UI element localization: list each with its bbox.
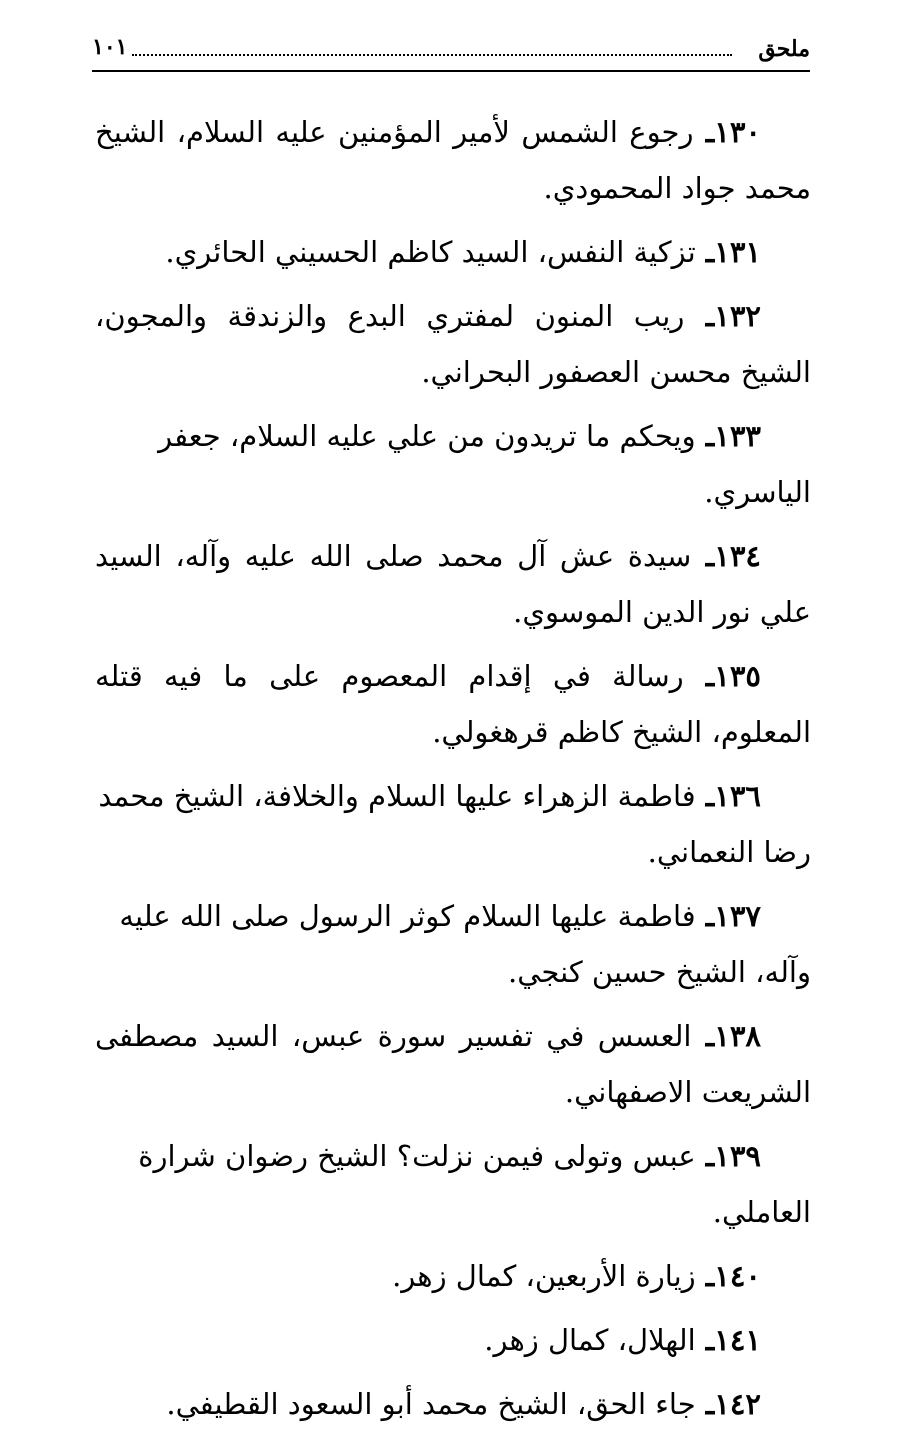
entry-number: ١٣٦	[714, 779, 761, 813]
entry-text: زيارة الأربعين، كمال زهر.	[392, 1259, 696, 1293]
list-item: ١٣٥ـ رسالة في إقدام المعصوم على ما فيه قتله المعلوم، الشيخ كاظم قرهغولي.	[95, 659, 811, 749]
header-dot-leader	[132, 54, 732, 56]
entry-number: ١٤٠	[714, 1259, 761, 1293]
entry-number: ١٣٩	[714, 1139, 761, 1173]
entry-number: ١٣٥	[714, 659, 762, 693]
list-item: ١٣٢ـ ريب المنون لمفتري البدع والزندقة والمجون، الشيخ محسن العصفور البحراني.	[95, 299, 811, 389]
entry-text: فاطمة عليها السلام كوثر الرسول صلى الله عليه وآله، الشيخ حسين كنجي.	[119, 899, 811, 989]
entry-list	[95, 104, 811, 1440]
entry-text: ريب المنون لمفتري البدع والزندقة والمجون، الشيخ محسن العصفور البحراني.	[95, 299, 811, 389]
running-header	[92, 30, 810, 70]
list-item: ١٣٩ـ عبس وتولى فيمن نزلت؟ الشيخ رضوان شرارة العاملي.	[138, 1139, 811, 1229]
entry-text: عبس وتولى فيمن نزلت؟ الشيخ رضوان شرارة العاملي.	[138, 1139, 811, 1229]
entry-text: سيدة عش آل محمد صلى الله عليه وآله، السيد علي نور الدين الموسوي.	[95, 539, 811, 629]
header-rule	[92, 70, 810, 72]
entry-number: ١٣٨	[714, 1019, 761, 1053]
entry-text: العسس في تفسير سورة عبس، السيد مصطفى الشريعت الاصفهاني.	[95, 1019, 811, 1109]
entry-text: جاء الحق، الشيخ محمد أبو السعود القطيفي.	[166, 1387, 696, 1421]
list-item: ١٣١ـ تزكية النفس، السيد كاظم الحسيني الحائري.	[165, 235, 761, 269]
entry-text: فاطمة الزهراء عليها السلام والخلافة، الشيخ محمد رضا النعماني.	[98, 779, 811, 869]
list-item: ١٣٤ـ سيدة عش آل محمد صلى الله عليه وآله، السيد علي نور الدين الموسوي.	[95, 539, 811, 629]
header-title: ملحق	[758, 36, 810, 62]
page-number: ١٠١	[92, 34, 128, 60]
entry-text: رجوع الشمس لأمير المؤمنين عليه السلام، الشيخ محمد جواد المحمودي.	[95, 115, 811, 205]
list-item: ١٤٠ـ زيارة الأربعين، كمال زهر.	[392, 1259, 761, 1293]
list-item: ١٤٢ـ جاء الحق، الشيخ محمد أبو السعود القطيفي.	[166, 1387, 761, 1421]
list-item: ١٣٨ـ العسس في تفسير سورة عبس، السيد مصطفى الشريعت الاصفهاني.	[95, 1019, 811, 1109]
entry-number: ١٤٢	[714, 1387, 761, 1421]
entry-text: رسالة في إقدام المعصوم على ما فيه قتله المعلوم، الشيخ كاظم قرهغولي.	[95, 659, 811, 749]
entry-number: ١٣٤	[714, 539, 761, 573]
entry-number: ١٣٧	[714, 899, 761, 933]
entry-number: ١٣٢	[714, 299, 761, 333]
list-item: ١٣٧ـ فاطمة عليها السلام كوثر الرسول صلى الله عليه وآله، الشيخ حسين كنجي.	[119, 899, 811, 989]
entry-text: الهلال، كمال زهر.	[484, 1323, 696, 1357]
entry-number: ١٤١	[714, 1323, 761, 1357]
entry-number: ١٣٠	[714, 115, 761, 149]
list-item: ١٣٦ـ فاطمة الزهراء عليها السلام والخلافة، الشيخ محمد رضا النعماني.	[98, 779, 811, 869]
list-item: ١٣٣ـ ويحكم ما تريدون من علي عليه السلام، جعفر الياسري.	[158, 419, 811, 509]
entry-text: ويحكم ما تريدون من علي عليه السلام، جعفر الياسري.	[158, 419, 811, 509]
list-item: ١٣٠ـ رجوع الشمس لأمير المؤمنين عليه السلام، الشيخ محمد جواد المحمودي.	[95, 115, 811, 205]
list-item: ١٤١ـ الهلال، كمال زهر.	[484, 1323, 761, 1357]
entry-number: ١٣٣	[714, 419, 761, 453]
entry-text: تزكية النفس، السيد كاظم الحسيني الحائري.	[165, 235, 696, 269]
entry-number: ١٣١	[714, 235, 761, 269]
